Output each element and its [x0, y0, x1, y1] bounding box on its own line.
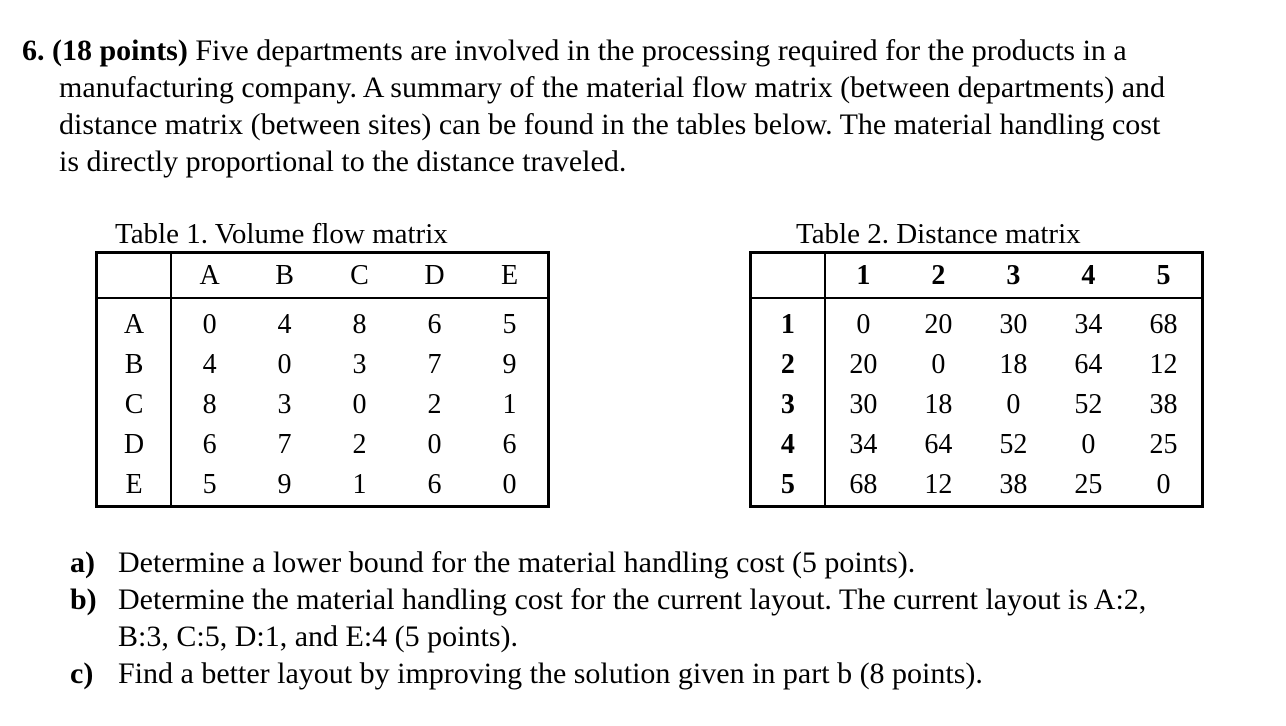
table-header-row: [751, 253, 1203, 299]
row-header: 1: [751, 298, 825, 345]
table-cell: 9: [502, 349, 517, 380]
table-cell: 68: [1149, 309, 1178, 340]
table-cell: 8: [202, 389, 217, 420]
table-cell: 6: [502, 429, 517, 460]
distance-table: [749, 251, 1204, 508]
table-cell: 4: [202, 349, 217, 380]
table-cell: 6: [427, 469, 442, 500]
problem-statement: [22, 32, 1237, 180]
column-header: C: [322, 253, 397, 299]
part-text-line: Find a better layout by improving the solution given in part b (8 points).: [118, 657, 983, 690]
part-a: [70, 544, 1240, 581]
table-cell: 64: [1074, 349, 1103, 380]
table-header-row: [97, 253, 549, 299]
problem-points: (18 points): [52, 34, 188, 67]
column-header: D: [397, 253, 472, 299]
table-cell: 38: [1149, 389, 1178, 420]
row-header: D: [97, 425, 172, 465]
part-text-line: B:3, C:5, D:1, and E:4 (5 points).: [118, 620, 518, 653]
table-row: [97, 385, 549, 425]
table-cell: 68: [849, 469, 878, 500]
column-header: 5: [1126, 253, 1203, 299]
table-row: [97, 465, 549, 507]
table-cell: 52: [1074, 389, 1103, 420]
problem-text-line: distance matrix (between sites) can be found in the tables below. The material handling cost: [59, 108, 1161, 141]
part-label: c): [70, 657, 94, 690]
table-cell: 1: [502, 389, 517, 420]
problem-line-1: [22, 32, 1237, 69]
table-cell: 25: [1074, 469, 1103, 500]
part-label: a): [70, 546, 95, 579]
problem-number: 6.: [22, 34, 45, 67]
table-cell: 20: [849, 349, 878, 380]
part-text-line: Determine the material handling cost for the current layout. The current layout is A:2,: [118, 583, 1147, 616]
table-cell: 3: [352, 349, 367, 380]
table-row: [751, 465, 1203, 507]
row-header: C: [97, 385, 172, 425]
table-cell: 5: [202, 469, 217, 500]
table-cell: 9: [277, 469, 292, 500]
part-text: [118, 655, 983, 692]
column-header: A: [171, 253, 247, 299]
table-cell: 3: [277, 389, 292, 420]
table-cell: 20: [924, 309, 953, 340]
problem-text-line: Five departments are involved in the processing required for the products in a: [195, 34, 1127, 67]
table-cell: 7: [277, 429, 292, 460]
table-cell: 38: [999, 469, 1028, 500]
column-header: 3: [976, 253, 1051, 299]
part-text: [118, 581, 1146, 655]
table-row: [97, 345, 549, 385]
table-cell: 0: [1156, 469, 1171, 500]
table-corner-cell: [97, 253, 172, 299]
part-b: [70, 581, 1240, 655]
table-cell: 52: [999, 429, 1028, 460]
column-header: 4: [1051, 253, 1126, 299]
column-header: 2: [901, 253, 976, 299]
table-corner-cell: [751, 253, 825, 299]
table-cell: 0: [277, 349, 292, 380]
table-cell: 8: [352, 309, 367, 340]
table-cell: 64: [924, 429, 953, 460]
column-header: 1: [825, 253, 901, 299]
table-cell: 6: [427, 309, 442, 340]
table-cell: 34: [1074, 309, 1103, 340]
row-header: A: [97, 298, 172, 345]
table-row: [751, 385, 1203, 425]
table-cell: 2: [427, 389, 442, 420]
table2-caption: Table 2. Distance matrix: [796, 218, 1081, 250]
table-cell: 30: [849, 389, 878, 420]
row-header: 3: [751, 385, 825, 425]
table1-caption: Table 1. Volume flow matrix: [115, 218, 448, 250]
row-header: B: [97, 345, 172, 385]
table-cell: 0: [1081, 429, 1096, 460]
table-cell: 0: [856, 309, 871, 340]
table-cell: 0: [352, 389, 367, 420]
table-cell: 6: [202, 429, 217, 460]
table-cell: 0: [502, 469, 517, 500]
column-header: E: [472, 253, 549, 299]
row-header: E: [97, 465, 172, 507]
part-text-line: Determine a lower bound for the material handling cost (5 points).: [118, 546, 916, 579]
table-cell: 0: [427, 429, 442, 460]
table-cell: 12: [924, 469, 953, 500]
table-cell: 18: [924, 389, 953, 420]
problem-text-line: is directly proportional to the distance traveled.: [59, 145, 627, 178]
table-cell: 0: [202, 309, 217, 340]
table-cell: 25: [1149, 429, 1178, 460]
part-label: b): [70, 583, 97, 616]
table-cell: 1: [352, 469, 367, 500]
table-cell: 34: [849, 429, 878, 460]
table-cell: 0: [931, 349, 946, 380]
table-cell: 0: [1006, 389, 1021, 420]
part-text: [118, 544, 915, 581]
table-cell: 12: [1149, 349, 1178, 380]
table-cell: 2: [352, 429, 367, 460]
table-row: [97, 298, 549, 345]
row-header: 2: [751, 345, 825, 385]
table-cell: 7: [427, 349, 442, 380]
problem-text-line: manufacturing company. A summary of the material flow matrix (between departments) and: [59, 71, 1166, 104]
table-cell: 4: [277, 309, 292, 340]
table-row: [751, 425, 1203, 465]
row-header: 4: [751, 425, 825, 465]
column-header: B: [247, 253, 322, 299]
table-cell: 5: [502, 309, 517, 340]
question-parts: [70, 544, 1240, 692]
row-header: 5: [751, 465, 825, 507]
table-row: [97, 425, 549, 465]
table-cell: 18: [999, 349, 1028, 380]
table-cell: 30: [999, 309, 1028, 340]
volume-flow-table: [95, 251, 550, 508]
table-row: [751, 298, 1203, 345]
table-row: [751, 345, 1203, 385]
part-c: [70, 655, 1240, 692]
